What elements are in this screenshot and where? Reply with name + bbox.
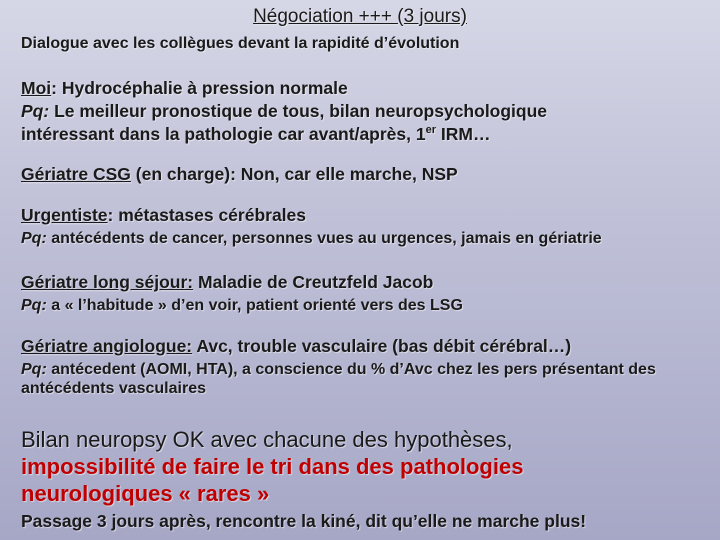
pq2-line [21,230,602,248]
angiologue-line [21,336,571,357]
pq1-line-2 [21,124,490,145]
pq3-text: a « l’habitude » d’en voir, patient orienté vers des LSG [46,297,463,314]
pq3-line [21,297,463,315]
urgentiste-line [21,205,306,226]
geriatre-csg-label: Gériatre CSG [21,164,131,184]
pq1-sup: er [425,124,436,137]
urgentiste-text: : métastases cérébrales [107,205,307,225]
pq1-text-2a: intéressant dans la pathologie car avant/après, 1 [21,124,426,144]
intro-line: Dialogue avec les collègues devant la rapidité d’évolution [21,35,460,52]
angiologue-text: Avc, trouble vasculaire (bas débit cérébral…) [192,336,572,356]
pq4-line [21,360,711,398]
angiologue-label: Gériatre angiologue: [21,336,193,356]
geriatre-csg-text: (en charge): Non, car elle marche, NSP [130,164,458,184]
long-sejour-text: Maladie de Creutzfeld Jacob [193,272,434,292]
pq2-text: antécédents de cancer, personnes vues au urgences, jamais en gériatrie [46,230,602,247]
pq4-label: Pq: [21,361,47,378]
pq-label: Pq: [21,101,50,121]
pq1-text-2b: IRM… [436,124,491,144]
bilan-red-text: impossibilité de faire le tri dans des pathologies neurologiques « rares » [21,454,524,506]
bilan-line [21,426,621,507]
passage-line: Passage 3 jours après, rencontre la kiné, dit qu’elle ne marche plus! [21,511,587,531]
geriatre-csg-line [21,164,458,185]
moi-label: Moi [21,78,52,98]
long-sejour-label: Gériatre long séjour: [21,272,194,292]
pq1-line [21,101,547,122]
slide-title: Négociation +++ (3 jours) [253,6,467,27]
bilan-text: Bilan neuropsy OK avec chacune des hypothèses, [21,427,513,452]
moi-text: : Hydrocéphalie à pression normale [51,78,348,98]
moi-line [21,78,348,99]
pq1-text: Le meilleur pronostique de tous, bilan neuropsychologique [49,101,548,121]
pq4-text: antécedent (AOMI, HTA), a conscience du % d’Avc chez les pers présentant des antécédents vasculaires [21,361,656,397]
pq3-label: Pq: [21,297,47,314]
urgentiste-label: Urgentiste [21,205,108,225]
pq2-label: Pq: [21,230,47,247]
long-sejour-line [21,272,433,293]
